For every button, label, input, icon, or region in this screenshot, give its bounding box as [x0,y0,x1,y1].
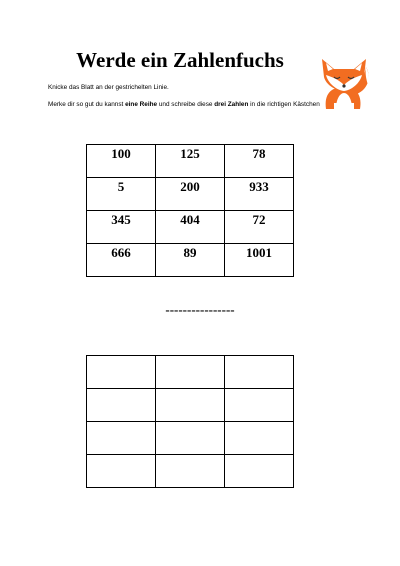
instruction-text: und schreibe diese [157,101,215,108]
table-row [87,422,294,455]
number-cell: 1001 [225,244,294,277]
number-cell: 72 [225,211,294,244]
instruction-emphasis: drei Zahlen [214,101,249,108]
number-cell: 89 [156,244,225,277]
instruction-memorize [48,100,320,109]
number-grid [86,144,294,277]
answer-cell[interactable] [225,455,294,488]
answer-cell[interactable] [156,422,225,455]
number-cell: 404 [156,211,225,244]
answer-cell[interactable] [225,389,294,422]
number-cell: 78 [225,145,294,178]
fold-line: ---------------- [165,302,235,317]
answer-cell[interactable] [156,389,225,422]
table-row [87,145,294,178]
answer-cell[interactable] [87,422,156,455]
number-cell: 345 [87,211,156,244]
number-cell: 933 [225,178,294,211]
instruction-text: in die richtigen Kästchen [248,101,320,108]
number-cell: 100 [87,145,156,178]
answer-cell[interactable] [87,455,156,488]
table-row [87,389,294,422]
instruction-fold: Knicke das Blatt an der gestrichelten Linie. [48,84,169,91]
answer-cell[interactable] [225,422,294,455]
answer-grid [86,355,294,488]
instruction-emphasis: eine Reihe [125,101,158,108]
instruction-text: Merke dir so gut du kannst [48,101,126,108]
table-row [87,244,294,277]
table-row [87,455,294,488]
number-cell: 666 [87,244,156,277]
table-row [87,211,294,244]
number-cell: 5 [87,178,156,211]
number-cell: 200 [156,178,225,211]
page-title: Werde ein Zahlenfuchs [76,48,284,72]
table-row [87,356,294,389]
answer-cell[interactable] [156,455,225,488]
number-cell: 125 [156,145,225,178]
answer-cell[interactable] [87,356,156,389]
answer-cell[interactable] [225,356,294,389]
answer-cell[interactable] [156,356,225,389]
table-row [87,178,294,211]
answer-cell[interactable] [87,389,156,422]
